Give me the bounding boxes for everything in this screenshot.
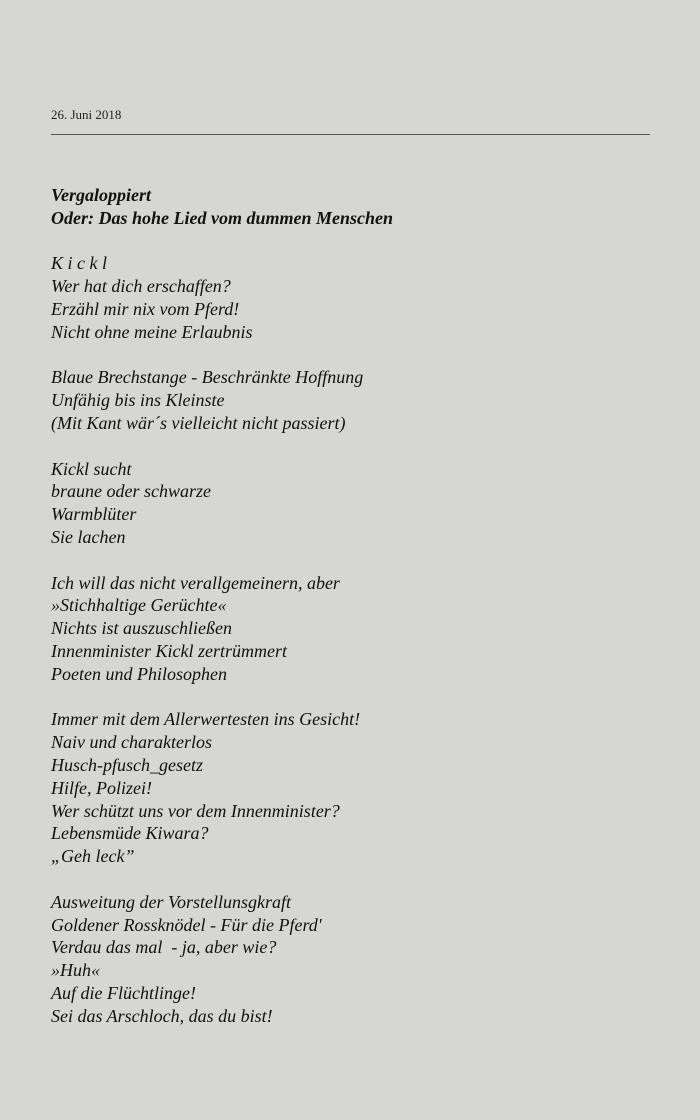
poem — [51, 184, 671, 1027]
poem-line: »Huh« — [51, 960, 100, 981]
stanza-2 — [51, 366, 671, 434]
date-header: 26. Juni 2018 — [51, 107, 122, 122]
poem-line: Naiv und charakterlos — [51, 732, 212, 753]
poem-subtitle: Oder: Das hohe Lied vom dummen Menschen — [51, 207, 393, 228]
poem-line: Warmblüter — [51, 504, 137, 525]
stanza-5 — [51, 708, 671, 868]
poem-line: Wer schützt uns vor dem Innenminister? — [51, 800, 340, 821]
poem-line: Husch-pfusch_gesetz — [51, 754, 203, 775]
poem-line: Lebensmüde Kiwara? — [51, 823, 209, 844]
poem-line: (Mit Kant wär´s vielleicht nicht passiert) — [51, 412, 346, 433]
poem-line: Hilfe, Polizei! — [51, 777, 152, 798]
poem-line: Goldener Rossknödel - Für die Pferd' — [51, 914, 322, 935]
poem-line: Blaue Brechstange - Beschränkte Hoffnung — [51, 367, 364, 388]
poem-line: Auf die Flüchtlinge! — [51, 982, 196, 1003]
poem-line: Wer hat dich erschaffen? — [51, 276, 231, 297]
stanza-1 — [51, 252, 671, 343]
stanza-3 — [51, 458, 671, 549]
poem-line: Nicht ohne meine Erlaubnis — [51, 321, 253, 342]
poem-line: Kickl sucht — [51, 458, 132, 479]
poem-line: Sei das Arschloch, das du bist! — [51, 1005, 273, 1026]
poem-line: Ich will das nicht verallgemeinern, aber — [51, 572, 340, 593]
poem-line: „Geh leck” — [51, 846, 135, 867]
poem-line: Sie lachen — [51, 526, 126, 547]
poem-line: »Stichhaltige Gerüchte« — [51, 595, 227, 616]
poem-line: Unfähig bis ins Kleinste — [51, 390, 225, 411]
stanza-4 — [51, 572, 671, 686]
poem-line: K i c k l — [51, 253, 107, 274]
poem-line: Ausweitung der Vorstellunsgkraft — [51, 891, 291, 912]
poem-line: braune oder schwarze — [51, 481, 211, 502]
poem-line: Innenminister Kickl zertrümmert — [51, 640, 287, 661]
header-divider — [51, 134, 650, 135]
poem-title: Vergaloppiert — [51, 185, 152, 205]
poem-line: Immer mit dem Allerwertesten ins Gesicht! — [51, 709, 361, 730]
stanza-6 — [51, 891, 671, 1028]
poem-line: Verdau das mal - ja, aber wie? — [51, 937, 277, 958]
poem-line: Erzähl mir nix vom Pferd! — [51, 298, 240, 319]
poem-line: Poeten und Philosophen — [51, 663, 227, 684]
poem-line: Nichts ist auszuschließen — [51, 618, 232, 639]
